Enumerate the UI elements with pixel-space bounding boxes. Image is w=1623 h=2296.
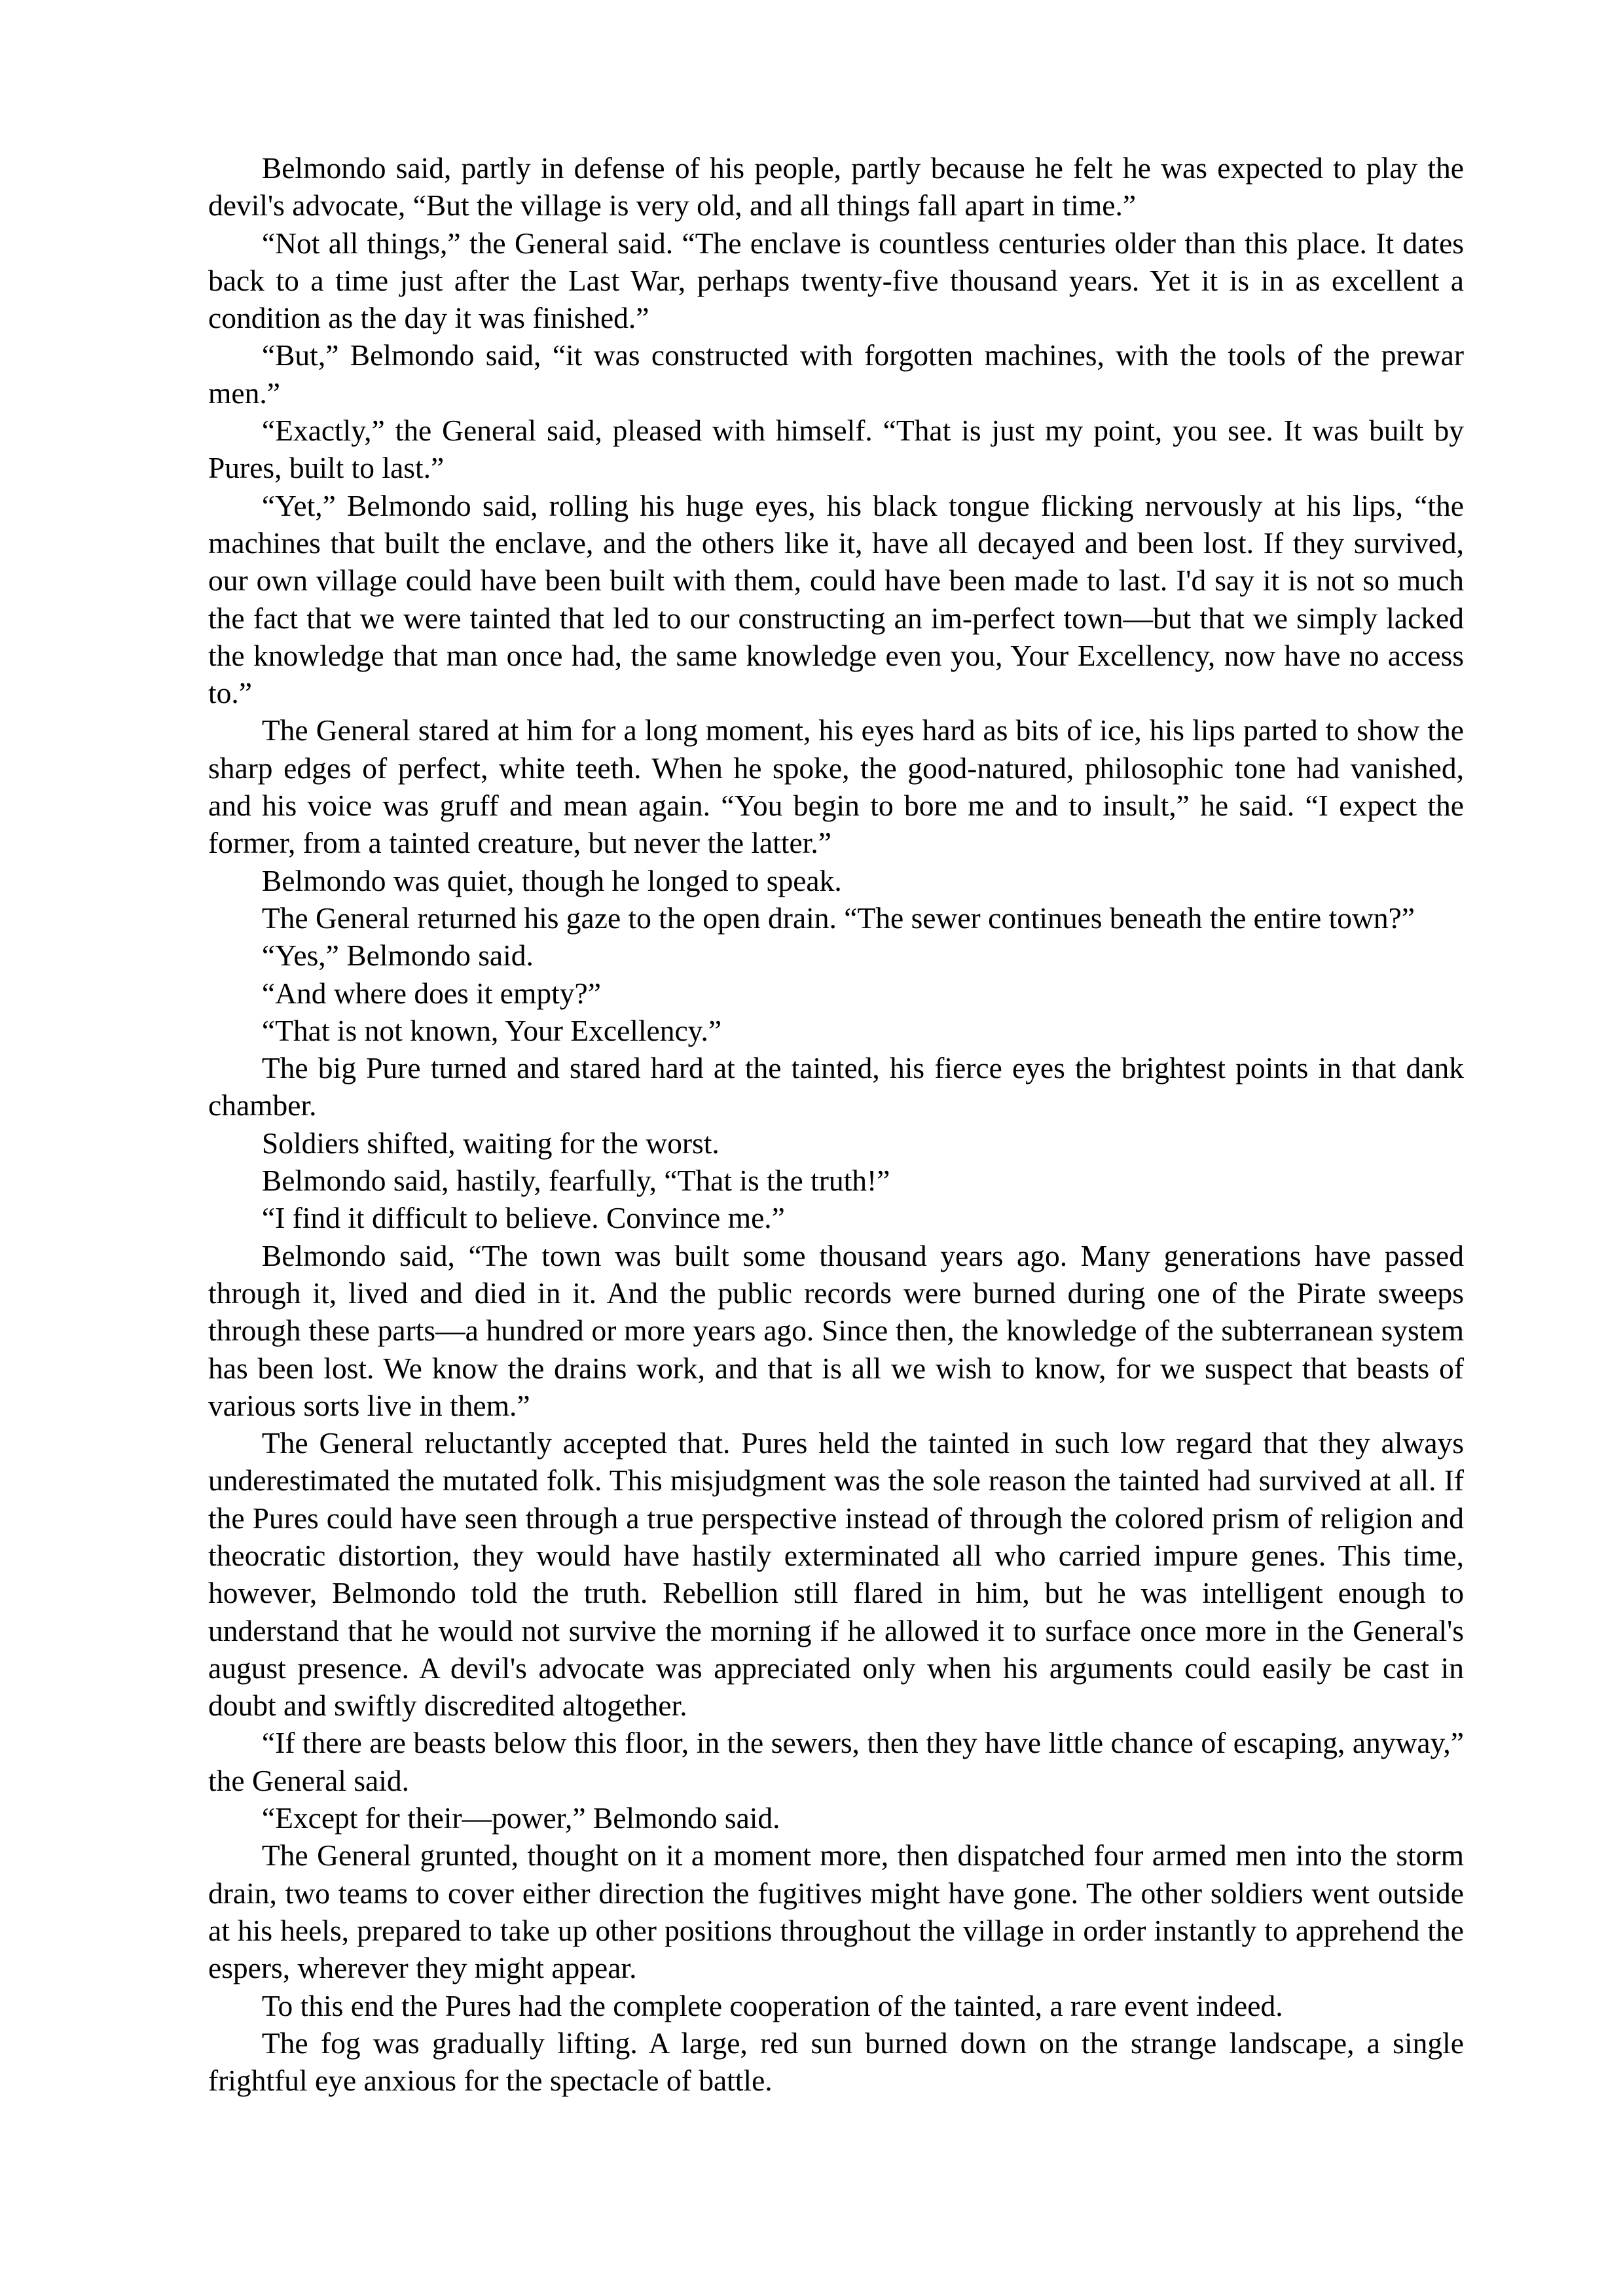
paragraph: “Yes,” Belmondo said. [261, 939, 534, 973]
paragraph: The fog was gradually lifting. A large, red sun burned down on the strange landscape, a single frightful eye anxious for the spectacle of battle. [208, 2026, 1464, 2098]
paragraph: Soldiers shifted, waiting for the worst. [261, 1126, 720, 1160]
paragraph: The General stared at him for a long moment, his eyes hard as bits of ice, his lips parted to show the sharp edges of perfect, white teeth. When he spoke, the good-natured, philosophic tone had vanished, and his voice was gruff and mean again. “You begin to bore me and to insult,” he said. “I expect the former, from a tainted creature, but never the latter.” [208, 713, 1464, 860]
paragraph: “And where does it empty?” [261, 976, 601, 1010]
paragraph: Belmondo said, partly in defense of his people, partly because he felt he was expected to play the devil's advocate, “But the village is very old, and all things fall apart in time.” [208, 151, 1464, 223]
paragraph: “Except for their—power,” Belmondo said. [261, 1801, 780, 1835]
text-body [208, 149, 1464, 2099]
paragraph: Belmondo said, hastily, fearfully, “That is the truth!” [261, 1164, 890, 1198]
paragraph: The General grunted, thought on it a moment more, then dispatched four armed men into the storm drain, two teams to cover either direction the fugitives might have gone. The other soldiers went outside at his heels, prepared to take up other positions throughout the village in order instantly to apprehend the espers, wherever they might appear. [208, 1839, 1464, 1985]
paragraph: “Yet,” Belmondo said, rolling his huge eyes, his black tongue flicking nervously at his lips, “the machines that built the enclave, and the others like it, have all decayed and been lost. If they survived, our own village could have been built with them, could have been made to last. I'd say it is not so much the fact that we were tainted that led to our constructing an im-perfect town—but that we simply lacked the knowledge that man once had, the same knowledge even you, Your Excellency, now have no access to.” [208, 488, 1464, 710]
paragraph: “Not all things,” the General said. “The enclave is countless centuries older than this place. It dates back to a time just after the Last War, perhaps twenty-five thousand years. Yet it is in as excellent a condition as the day it was finished.” [208, 226, 1464, 335]
paragraph: “That is not known, Your Excellency.” [261, 1013, 722, 1047]
paragraph: The General reluctantly accepted that. Pures held the tainted in such low regard that they always underestimated the mutated folk. This misjudgment was the sole reason the tainted had survived at all. If the Pures could have seen through a true perspective instead of through the colored prism of religion and theocratic distortion, they would have hastily exterminated all who carried impure genes. This time, however, Belmondo told the truth. Rebellion still flared in him, but he was intelligent enough to understand that he would not survive the morning if he allowed it to surface once more in the General's august presence. A devil's advocate was appreciated only when his arguments could easily be cast in doubt and swiftly discredited altogether. [208, 1426, 1464, 1723]
paragraph: “Exactly,” the General said, pleased with himself. “That is just my point, you see. It was built by Pures, built to last.” [208, 414, 1464, 485]
paragraph: “But,” Belmondo said, “it was constructed with forgotten machines, with the tools of the prewar men.” [208, 338, 1464, 410]
paragraph: The big Pure turned and stared hard at the tainted, his fierce eyes the brightest points in that dank chamber. [208, 1051, 1464, 1122]
paragraph: To this end the Pures had the complete cooperation of the tainted, a rare event indeed. [261, 1988, 1283, 2022]
paragraph: The General returned his gaze to the open drain. “The sewer continues beneath the entire town?” [261, 901, 1415, 935]
paragraph: Belmondo said, “The town was built some thousand years ago. Many generations have passed through it, lived and died in it. And the public records were burned during one of the Pirate sweeps through these parts—a hundred or more years ago. Since then, the knowledge of the subterranean system has been lost. We know the drains work, and that is all we wish to know, for we suspect that beasts of various sorts live in them.” [208, 1238, 1464, 1422]
paragraph: “If there are beasts below this floor, in the sewers, then they have little chance of escaping, anyway,” the General said. [208, 1726, 1464, 1797]
paragraph: “I find it difficult to believe. Convince me.” [261, 1201, 785, 1235]
paragraph: Belmondo was quiet, though he longed to speak. [261, 863, 842, 897]
